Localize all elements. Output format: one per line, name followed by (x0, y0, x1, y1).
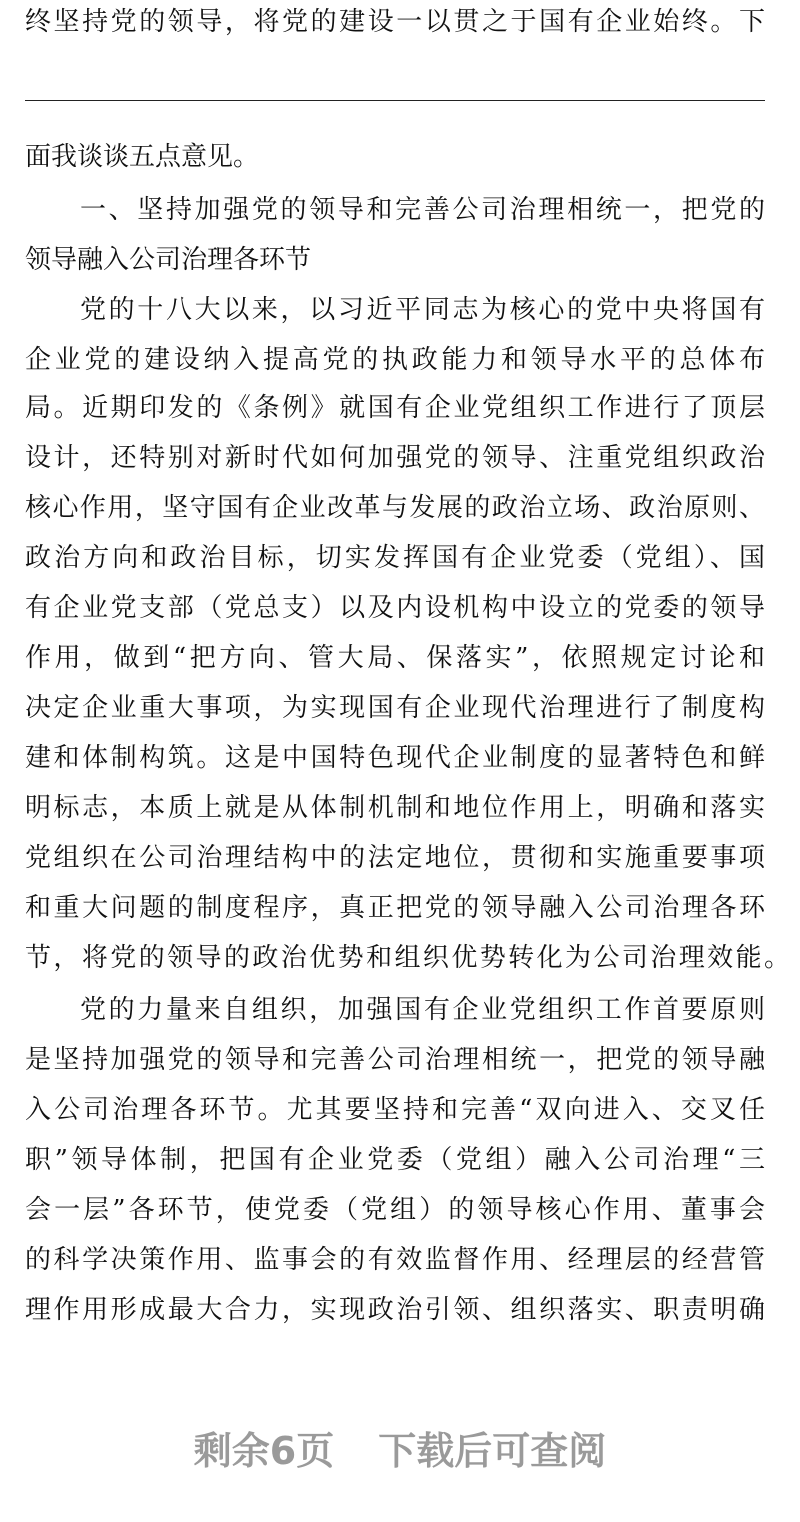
text-line: 建和体制构筑。这是中国特色现代企业制度的显著特色和鲜 (25, 743, 765, 773)
text-line: 节，将党的领导的政治优势和组织优势转化为公司治理效能。 (25, 943, 790, 973)
text-line: 政治方向和政治目标，切实发挥国有企业党委（党组）、国 (25, 543, 765, 573)
text-line: 决定企业重大事项，为实现国有企业现代治理进行了制度构 (25, 693, 765, 723)
section-heading-line: 领导融入公司治理各环节 (25, 245, 312, 275)
text-line: 局。近期印发的《条例》就国有企业党组织工作进行了顶层 (25, 393, 765, 423)
page-divider (25, 100, 765, 101)
prev-page-line: 终坚持党的领导，将党的建设一以贯之于国有企业始终。下 (25, 7, 765, 37)
text-line: 是坚持加强党的领导和完善公司治理相统一，把党的领导融 (25, 1045, 765, 1075)
text-line: 入公司治理各环节。尤其要坚持和完善“双向进入、交叉任 (25, 1095, 765, 1125)
text-line: 党组织在公司治理结构中的法定地位，贯彻和实施重要事项 (25, 843, 765, 873)
text-line: 和重大问题的制度程序，真正把党的领导融入公司治理各环 (25, 893, 765, 923)
text-line: 党的十八大以来，以习近平同志为核心的党中央将国有 (80, 295, 765, 325)
section-heading-line: 一、坚持加强党的领导和完善公司治理相统一，把党的 (80, 195, 765, 225)
text-line: 明标志，本质上就是从体制机制和地位作用上，明确和落实 (25, 793, 765, 823)
text-line: 党的力量来自组织，加强国有企业党组织工作首要原则 (80, 995, 765, 1025)
text-line: 的科学决策作用、监事会的有效监督作用、经理层的经营管 (25, 1245, 765, 1275)
text-line: 企业党的建设纳入提高党的执政能力和领导水平的总体布 (25, 345, 765, 375)
remaining-pages-label: 剩余6页 (193, 1429, 335, 1473)
text-line: 理作用形成最大合力，实现政治引领、组织落实、职责明确 (25, 1295, 765, 1325)
text-line: 有企业党支部（党总支）以及内设机构中设立的党委的领导 (25, 593, 765, 623)
text-line: 会一层”各环节，使党委（党组）的领导核心作用、董事会 (25, 1195, 765, 1225)
text-line: 职”领导体制，把国有企业党委（党组）融入公司治理“三 (25, 1145, 765, 1175)
text-line: 作用，做到“把方向、管大局、保落实”，依照规定讨论和 (25, 643, 765, 673)
download-hint-label: 下载后可查阅 (378, 1429, 607, 1473)
download-prompt[interactable] (0, 1420, 800, 1475)
text-line: 核心作用，坚守国有企业改革与发展的政治立场、政治原则、 (25, 493, 765, 523)
text-line: 设计，还特别对新时代如何加强党的领导、注重党组织政治 (25, 443, 765, 473)
text-line: 面我谈谈五点意见。 (25, 142, 260, 172)
